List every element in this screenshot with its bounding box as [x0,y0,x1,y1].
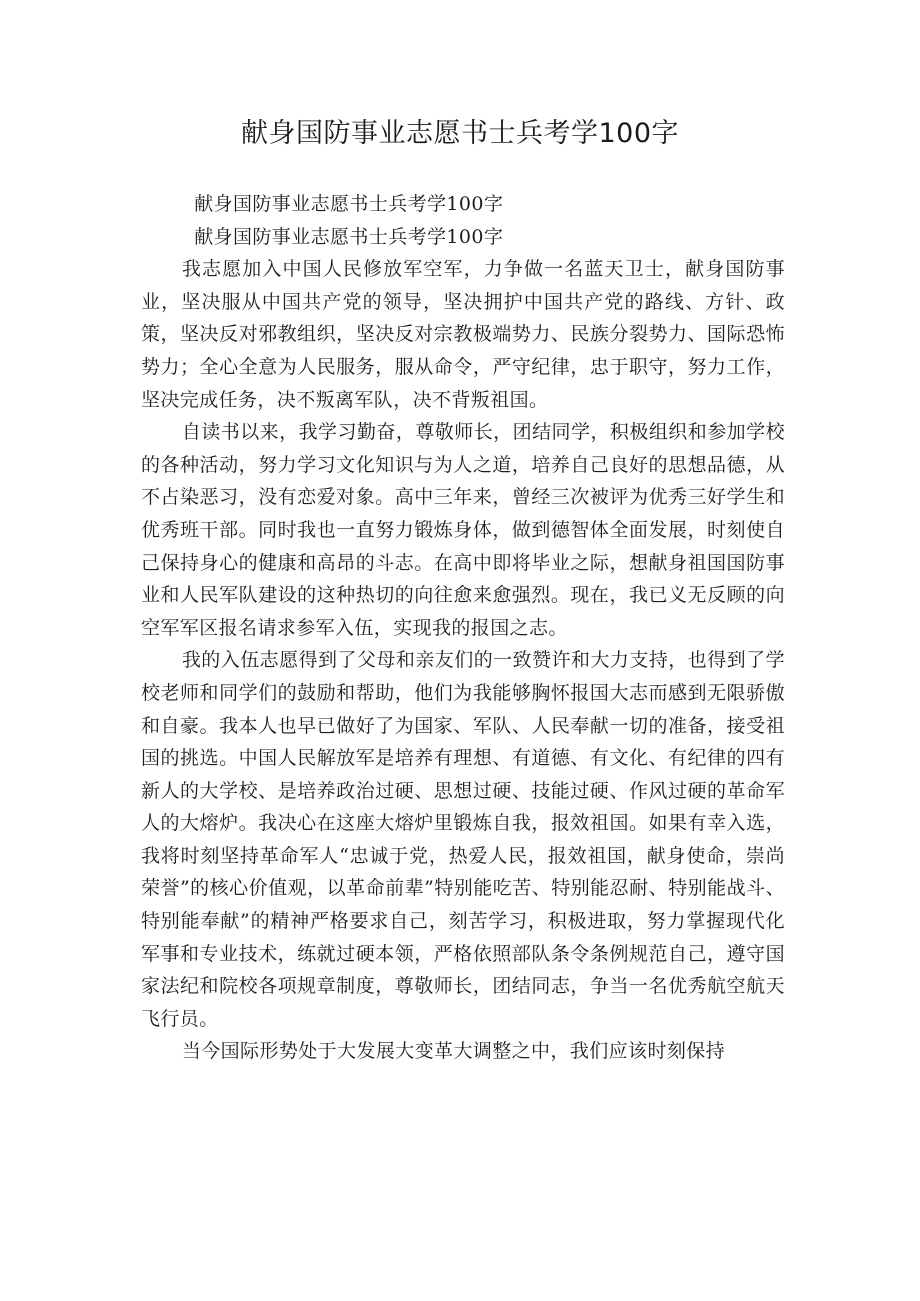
document-title: 献身国防事业志愿书士兵考学100字 [240,118,680,149]
paragraph: 当今国际形势处于大发展大变革大调整之中，我们应该时刻保持 [181,1040,726,1063]
document-body [141,188,785,1068]
paragraph: 我志愿加入中国人民修放军空军，力争做一名蓝天卫士，献身国防事业，坚决服从中国共产党的领导，坚决拥护中国共产党的路线、方针、政策，坚决反对邪教组织，坚决反对宗教极端势力、民族分裂势力、国际恐怖势力；全心全意为人民服务，服从命令，严守纪律，忠于职守，努力工作，坚决完成任务，决不叛离军队，决不背叛祖国。 [141,258,785,411]
paragraph: 自读书以来，我学习勤奋，尊敬师长，团结同学，积极组织和参加学校的各种活动，努力学习文化知识与为人之道，培养自己良好的思想品德，从不占染恶习，没有恋爱对象。高中三年来，曾经三次被评为优秀三好学生和优秀班干部。同时我也一直努力锻炼身体，做到德智体全面发展，时刻使自己保持身心的健康和高昂的斗志。在高中即将毕业之际，想献身祖国国防事业和人民军队建设的这种热切的向往愈来愈强烈。现在，我已义无反顾的向空军军区报名请求参军入伍，实现我的报国之志。 [141,421,785,639]
subtitle-line: 献身国防事业志愿书士兵考学100字 [194,225,504,248]
paragraph: 我的入伍志愿得到了父母和亲友们的一致赞许和大力支持，也得到了学校老师和同学们的鼓励和帮助，他们为我能够胸怀报国大志而感到无限骄傲和自豪。我本人也早已做好了为国家、军队、人民奉献一切的准备，接受祖国的挑选。中国人民解放军是培养有理想、有道德、有文化、有纪律的四有新人的大学校、是培养政治过硬、思想过硬、技能过硬、作风过硬的革命军人的大熔炉。我决心在这座大熔炉里锻炼自我，报效祖国。如果有幸入选，我将时刻坚持革命军人“忠诚于党，热爱人民，报效祖国，献身使命，崇尚荣誉”的核心价值观，以革命前辈”特别能吃苦、特别能忍耐、特别能战斗、特别能奉献”的精神严格要求自己，刻苦学习，积极进取，努力掌握现代化军事和专业技术，练就过硬本领，严格依照部队条令条例规范自己，遵守国家法纪和院校各项规章制度，尊敬师长，团结同志，争当一名优秀航空航天飞行员。 [141,649,785,1030]
subtitle-line: 献身国防事业志愿书士兵考学100字 [194,193,504,215]
